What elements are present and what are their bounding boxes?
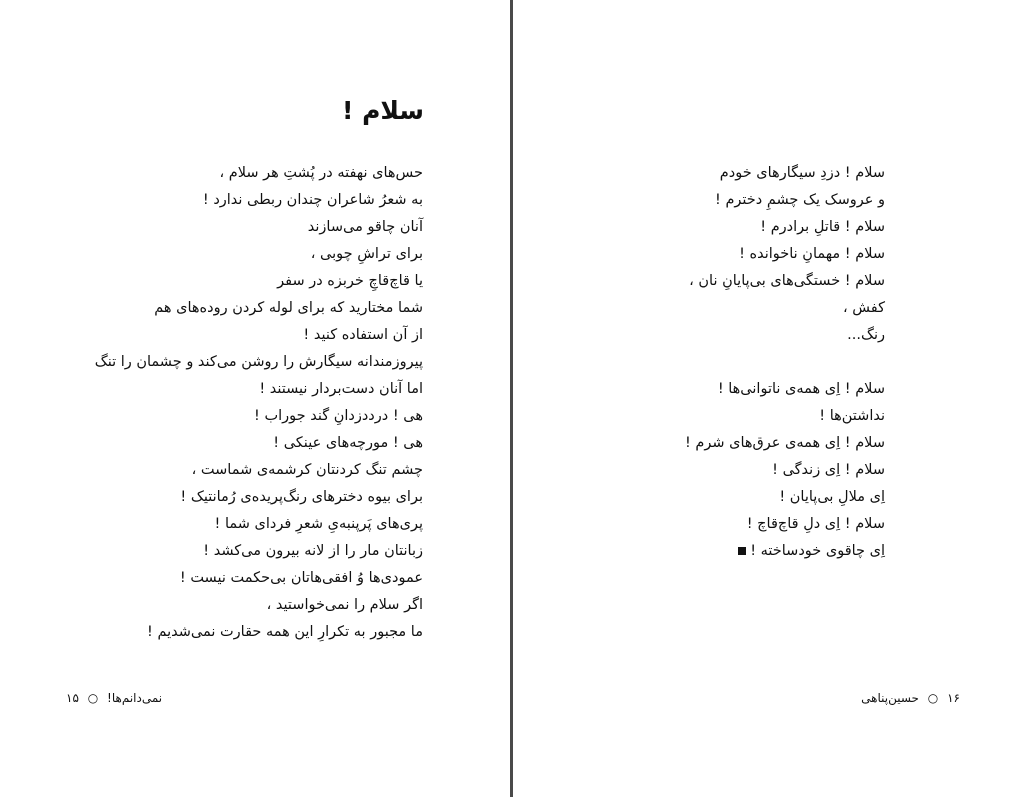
poem-line: سلام ! اِی همه‌ی عرق‌های شرم ! — [684, 435, 885, 451]
stanza-break — [685, 349, 885, 376]
poem-line: کفش ، — [842, 300, 885, 316]
poem-line: و عروسک یک چشمِ دخترم ! — [715, 192, 885, 208]
book-title: نمی‌دانم‌ها! — [107, 691, 163, 705]
end-square-icon — [738, 547, 746, 555]
poem-line: نداشتن‌ها ! — [819, 408, 885, 424]
page-number: ۱۶ — [947, 691, 960, 705]
poem-line: سلام ! اِی زندگی ! — [772, 462, 885, 478]
poem-line: برای بیوه دخترهای رنگ‌پریده‌ی رُمانتیک ! — [180, 489, 423, 505]
poem-line: پری‌های پَرپنبه‌یِ شعرِ فردای شما ! — [214, 516, 423, 532]
poem-title: سلام ! — [342, 96, 424, 125]
poem-line: یا قاچ‌قاچِ خربزه در سفر — [277, 273, 423, 289]
poem-line-last — [685, 538, 885, 565]
author-name: حسین‌پناهی — [861, 691, 919, 705]
poem-line: برای تراشِ چوبی ، — [310, 246, 423, 262]
poem-line: عمودی‌ها وُ افقی‌هاتان بی‌حکمت نیست ! — [179, 570, 423, 586]
poem-line: سلام ! خستگی‌های بی‌پایانِ نان ، — [689, 273, 885, 289]
poem-line: حس‌های نهفته در پُشتِ هر سلام ، — [219, 165, 423, 181]
poem-line: ما مجبور به تکرارِ این همه حقارت نمی‌شدیم ! — [147, 624, 423, 640]
right-page-footer — [861, 690, 960, 706]
left-page-footer — [66, 690, 162, 706]
circle-separator-icon: ○ — [927, 691, 939, 705]
poem-right-text — [685, 160, 885, 565]
poem-left-text — [95, 160, 423, 646]
poem-line: هی ! مورچه‌های عینکی ! — [273, 435, 423, 451]
poem-line: از آن استفاده کنید ! — [303, 327, 423, 343]
poem-line: هی ! درددزدانِ گند جوراب ! — [254, 408, 423, 424]
right-page — [514, 0, 1024, 797]
poem-line-text: اِی چاقوی خودساخته ! — [750, 543, 885, 559]
poem-line: اما آنان دست‌بردار نیستند ! — [259, 381, 423, 397]
poem-line: سلام ! اِی دلِ قاچ‌قاچ ! — [746, 516, 885, 532]
poem-line: اِی ملالِ بی‌پایان ! — [779, 489, 885, 505]
poem-line: سلام ! قاتلِ برادرم ! — [760, 219, 885, 235]
poem-line: شما مختارید که برای لوله کردن روده‌های هم — [154, 300, 423, 316]
poem-line: اگر سلام را نمی‌خواستید ، — [266, 597, 423, 613]
poem-line: سلام ! اِی همه‌ی ناتوانی‌ها ! — [717, 381, 885, 397]
book-gutter — [510, 0, 513, 797]
circle-separator-icon: ○ — [87, 691, 99, 705]
poem-line: سلام ! دزدِ سیگارهای خودم — [719, 165, 885, 181]
poem-line: پیروزمندانه سیگارش را روشن می‌کند و چشمان را تنگ — [94, 354, 423, 370]
left-page — [0, 0, 511, 797]
page-number: ۱۵ — [66, 691, 79, 705]
poem-line: چشم تنگ کردنتان کرشمه‌ی شماست ، — [191, 462, 423, 478]
poem-line: سلام ! مهمانِ ناخوانده ! — [739, 246, 885, 262]
poem-line: به شعرُ شاعران چندان ربطی ندارد ! — [202, 192, 423, 208]
poem-line: زبانتان مار را از لانه بیرون می‌کشد ! — [203, 543, 423, 559]
poem-line: رنگ... — [847, 327, 885, 343]
poem-line: آنان چاقو می‌سازند — [307, 219, 423, 235]
